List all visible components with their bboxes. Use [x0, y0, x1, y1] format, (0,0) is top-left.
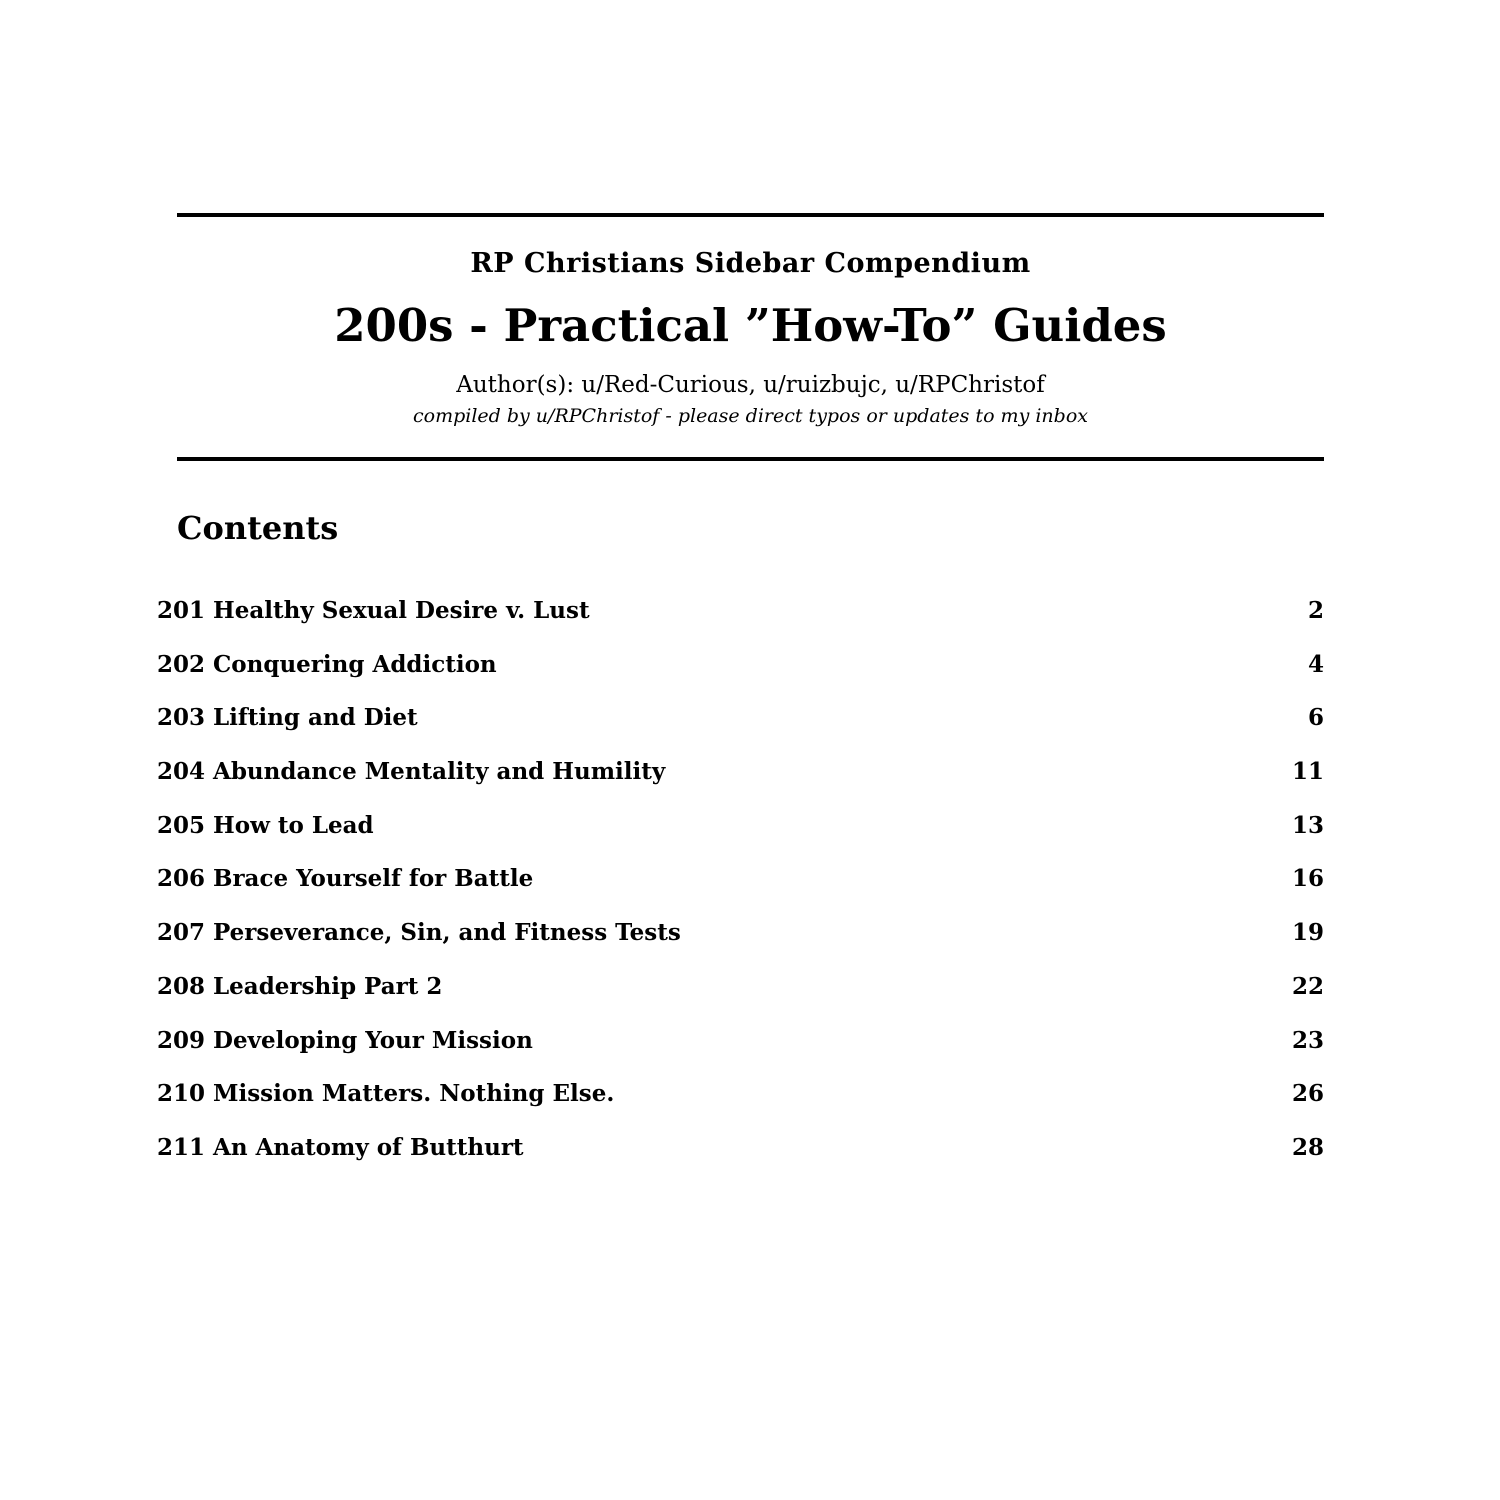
toc-entry-title[interactable]: Abundance Mentality and Humility	[213, 758, 666, 786]
toc-entry-page[interactable]: 11	[1291, 758, 1324, 786]
title-rule-bottom	[177, 457, 1324, 461]
toc-entry-page[interactable]: 4	[1307, 650, 1324, 678]
toc-entry-number: 207	[157, 919, 206, 947]
toc-entry-page[interactable]: 28	[1291, 1133, 1324, 1161]
toc-entry-page[interactable]: 19	[1291, 919, 1324, 947]
toc-entry-number: 203	[157, 704, 206, 732]
toc-entry-page[interactable]: 22	[1291, 972, 1324, 1000]
toc-entry-title[interactable]: An Anatomy of Butthurt	[213, 1133, 524, 1161]
toc-entry-title[interactable]: Conquering Addiction	[213, 650, 497, 678]
contents-heading: Contents	[177, 509, 339, 547]
toc-entry-number: 206	[157, 865, 206, 893]
toc-entry[interactable]	[157, 972, 1324, 1026]
toc-entry-number: 210	[157, 1080, 206, 1108]
toc-entry-page[interactable]: 2	[1307, 597, 1324, 624]
toc-entry-number: 205	[157, 811, 206, 839]
toc-entry[interactable]	[157, 811, 1324, 865]
title-rule-top	[177, 213, 1324, 217]
toc-entry-title[interactable]: Healthy Sexual Desire v. Lust	[213, 597, 590, 624]
title-block	[177, 240, 1324, 426]
authors-line: Author(s): u/Red-Curious, u/ruizbujc, u/RPChristof	[456, 372, 1045, 398]
toc-entry[interactable]	[157, 757, 1324, 811]
toc-entry[interactable]	[157, 1026, 1324, 1080]
table-of-contents	[157, 596, 1324, 1187]
toc-entry-title[interactable]: Leadership Part 2	[213, 972, 443, 1000]
toc-entry-title[interactable]: How to Lead	[213, 811, 374, 839]
toc-entry[interactable]	[157, 864, 1324, 918]
toc-entry-title[interactable]: Perseverance, Sin, and Fitness Tests	[213, 919, 681, 947]
toc-entry-page[interactable]: 6	[1307, 704, 1324, 732]
document-supertitle: RP Christians Sidebar Compendium	[470, 248, 1031, 279]
toc-entry-number: 209	[157, 1026, 206, 1054]
toc-entry-title[interactable]: Developing Your Mission	[213, 1026, 533, 1054]
compiled-note: compiled by u/RPChristof - please direct typos or updates to my inbox	[413, 405, 1088, 427]
toc-entry-number: 201	[157, 597, 206, 624]
toc-entry-number: 208	[157, 972, 206, 1000]
toc-entry-number: 202	[157, 650, 206, 678]
toc-entry-number: 204	[157, 758, 206, 786]
toc-entry-number: 211	[157, 1133, 206, 1161]
toc-entry-title[interactable]: Brace Yourself for Battle	[213, 865, 534, 893]
document-title: 200s - Practical ”How-To” Guides	[334, 299, 1167, 352]
toc-entry[interactable]	[157, 1133, 1324, 1187]
toc-entry[interactable]	[157, 918, 1324, 972]
toc-entry-page[interactable]: 23	[1291, 1026, 1324, 1054]
toc-entry-page[interactable]: 16	[1291, 865, 1324, 893]
toc-entry[interactable]	[157, 650, 1324, 704]
toc-entry[interactable]	[157, 703, 1324, 757]
toc-entry-page[interactable]: 13	[1291, 811, 1324, 839]
toc-entry[interactable]	[157, 596, 1324, 650]
toc-entry-page[interactable]: 26	[1291, 1080, 1324, 1108]
toc-entry-title[interactable]: Lifting and Diet	[213, 704, 418, 732]
toc-entry-title[interactable]: Mission Matters. Nothing Else.	[213, 1080, 615, 1108]
toc-entry[interactable]	[157, 1079, 1324, 1133]
